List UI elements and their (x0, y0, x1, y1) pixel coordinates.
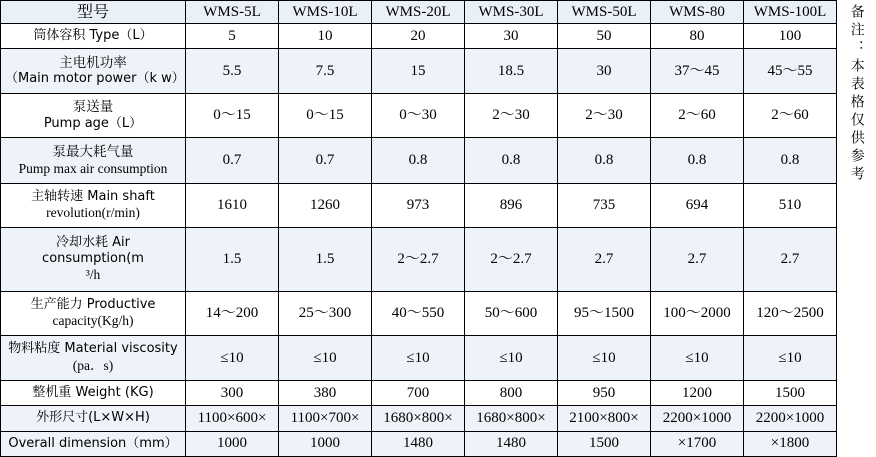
row-label (1, 93, 186, 138)
row-value: 2200×1000 (651, 406, 744, 431)
row-value: 0.7 (186, 138, 279, 183)
row-label-line: 泵送量 (72, 99, 114, 116)
row-value: 735 (558, 183, 651, 228)
row-value: 45～55 (744, 49, 837, 94)
row-value: 2100×800× (558, 406, 651, 431)
row-value: 40～550 (372, 291, 465, 336)
row-value: 25～300 (279, 291, 372, 336)
header-model-5: WMS-80 (651, 1, 744, 24)
row-value: ≤10 (558, 336, 651, 381)
row-label-line: 物料粘度 Material viscosity (8, 341, 178, 357)
table-row (1, 431, 837, 457)
row-label (1, 138, 186, 183)
row-value: 1500 (744, 380, 837, 405)
row-value: 100 (744, 24, 837, 49)
row-label (1, 24, 186, 49)
row-label-line: Pump age（L） (43, 115, 143, 131)
header-label-model: 型号 (1, 1, 186, 24)
table-row (1, 93, 837, 138)
row-value: 1480 (465, 431, 558, 457)
row-label (1, 380, 186, 405)
row-value: 1000 (186, 431, 279, 457)
row-value: ×1800 (744, 431, 837, 457)
row-label (1, 291, 186, 336)
row-label (1, 228, 186, 292)
row-value: 1200 (651, 380, 744, 405)
table-header (1, 1, 837, 24)
row-value: 0.8 (558, 138, 651, 183)
row-value: 95～1500 (558, 291, 651, 336)
row-value: 1480 (372, 431, 465, 457)
remark-text: 备注：本表格仅供参考 (848, 4, 865, 184)
row-label-line: revolution(r/min) (46, 205, 140, 221)
row-value: 1100×600× (186, 406, 279, 431)
row-value: 100～2000 (651, 291, 744, 336)
row-value: 50～600 (465, 291, 558, 336)
header-model-3: WMS-30L (465, 1, 558, 24)
row-label (1, 406, 186, 431)
row-label-line: （Main motor power（k w） (5, 71, 185, 87)
row-value: 950 (558, 380, 651, 405)
row-value: 2.7 (744, 228, 837, 292)
row-value: ×1700 (651, 431, 744, 457)
row-value: ≤10 (465, 336, 558, 381)
row-label-line: 主轴转速 Main shaft (31, 188, 155, 204)
row-value: 0.8 (465, 138, 558, 183)
row-value: 2～60 (744, 93, 837, 138)
table-row (1, 49, 837, 94)
row-value: 0～30 (372, 93, 465, 138)
row-value: 1680×800× (372, 406, 465, 431)
row-value: 14～200 (186, 291, 279, 336)
table-row (1, 24, 837, 49)
row-value: 0.7 (279, 138, 372, 183)
row-value: 0.8 (372, 138, 465, 183)
row-label-line: 整机重 Weight (KG) (32, 384, 154, 400)
row-label (1, 49, 186, 94)
row-label-line: 外形尺寸(L×W×H) (36, 410, 150, 426)
header-model-1: WMS-10L (279, 1, 372, 24)
row-value: 2～60 (651, 93, 744, 138)
row-value: 1100×700× (279, 406, 372, 431)
header-model-4: WMS-50L (558, 1, 651, 24)
row-value: 1680×800× (465, 406, 558, 431)
row-value: 1500 (558, 431, 651, 457)
row-label-line: 冷却水耗 Air consumption(m (42, 234, 144, 266)
row-value: 80 (651, 24, 744, 49)
remark-column (837, 0, 875, 457)
row-value: 30 (465, 24, 558, 49)
row-value: ≤10 (186, 336, 279, 381)
header-model-2: WMS-20L (372, 1, 465, 24)
row-value: 2.7 (558, 228, 651, 292)
header-row (1, 1, 837, 24)
row-value: 1260 (279, 183, 372, 228)
header-model-6: WMS-100L (744, 1, 837, 24)
row-value: 700 (372, 380, 465, 405)
row-value: 694 (651, 183, 744, 228)
row-value: 510 (744, 183, 837, 228)
row-label-line: 泵最大耗气量 (52, 143, 134, 160)
row-value: 50 (558, 24, 651, 49)
row-value: 7.5 (279, 49, 372, 94)
row-value: 18.5 (465, 49, 558, 94)
row-label-line: 主电机功率 (59, 54, 127, 71)
row-label (1, 336, 186, 381)
row-value: 1.5 (279, 228, 372, 292)
row-value: ≤10 (279, 336, 372, 381)
row-value: 800 (465, 380, 558, 405)
table-row (1, 228, 837, 292)
row-value: 2200×1000 (744, 406, 837, 431)
row-value: 0～15 (186, 93, 279, 138)
row-value: 120～2500 (744, 291, 837, 336)
row-value: 0.8 (744, 138, 837, 183)
row-value: 15 (372, 49, 465, 94)
row-value: 2～2.7 (465, 228, 558, 292)
row-label-line: (pa．s) (72, 357, 114, 373)
table-row (1, 183, 837, 228)
row-value: 5.5 (186, 49, 279, 94)
row-value: 30 (558, 49, 651, 94)
row-value: 1.5 (186, 228, 279, 292)
row-value: 5 (186, 24, 279, 49)
row-value: 2.7 (651, 228, 744, 292)
row-label-line: capacity(Kg/h) (52, 313, 134, 329)
row-value: 20 (372, 24, 465, 49)
row-value: 300 (186, 380, 279, 405)
row-label (1, 431, 186, 457)
table-row (1, 406, 837, 431)
row-value: 0～15 (279, 93, 372, 138)
table-row (1, 336, 837, 381)
header-model-0: WMS-5L (186, 1, 279, 24)
row-label-line: ³/h (85, 267, 101, 283)
row-value: ≤10 (651, 336, 744, 381)
row-value: 973 (372, 183, 465, 228)
table-row (1, 138, 837, 183)
row-value: 1000 (279, 431, 372, 457)
row-value: 10 (279, 24, 372, 49)
row-value: ≤10 (744, 336, 837, 381)
row-label-line: Overall dimension（mm） (8, 435, 178, 451)
row-value: 2～2.7 (372, 228, 465, 292)
row-label-line: 筒体容积 Type（L） (33, 28, 153, 44)
row-value: 0.8 (651, 138, 744, 183)
row-value: 380 (279, 380, 372, 405)
row-value: 1610 (186, 183, 279, 228)
row-value: 2～30 (465, 93, 558, 138)
table-row (1, 291, 837, 336)
row-value: 2～30 (558, 93, 651, 138)
table-body (1, 24, 837, 457)
row-value: 896 (465, 183, 558, 228)
row-label-line: 生产能力 Productive (30, 296, 156, 312)
row-label (1, 183, 186, 228)
row-value: 37～45 (651, 49, 744, 94)
row-value: ≤10 (372, 336, 465, 381)
table-row (1, 380, 837, 405)
row-label-line: Pump max air consumption (18, 160, 168, 176)
